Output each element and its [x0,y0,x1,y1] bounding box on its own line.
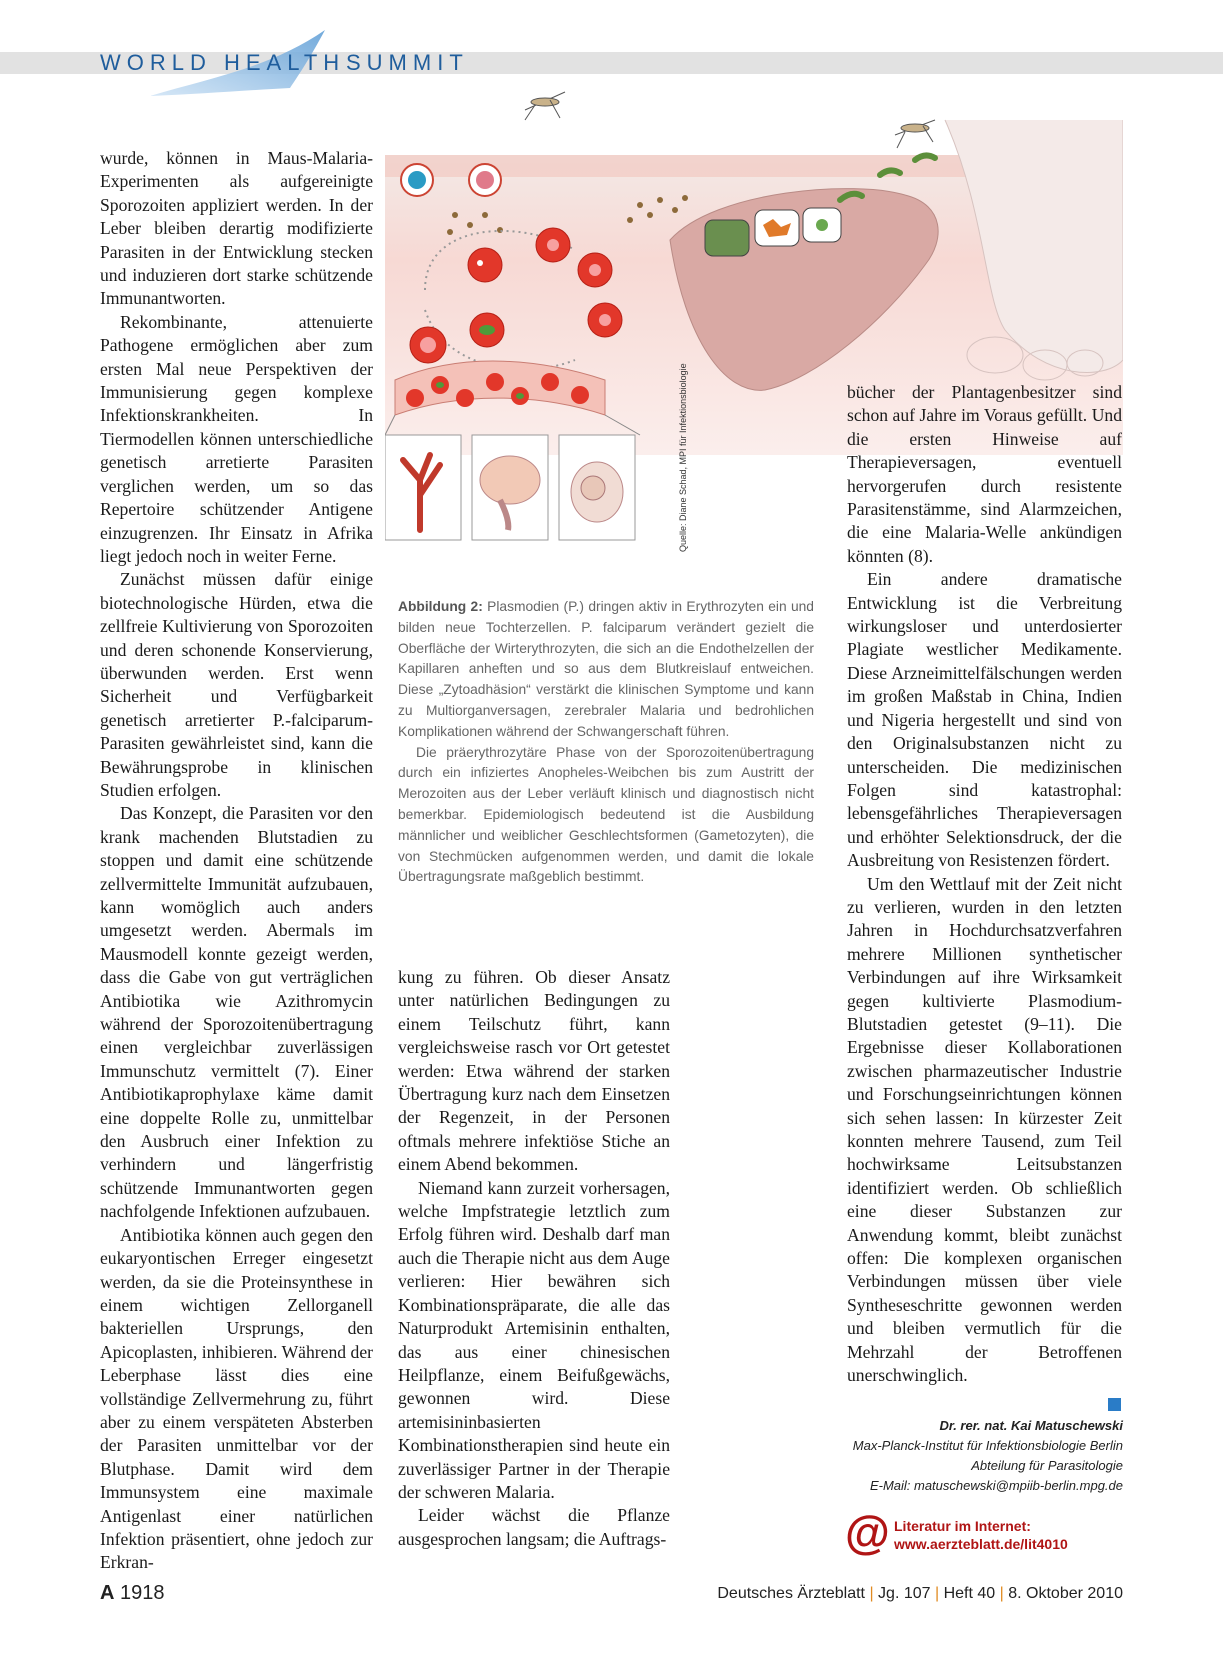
author-department: Abteilung für Parasitologie [971,1458,1123,1473]
journal-volume: Jg. 107 [878,1585,931,1602]
paragraph: Antibiotika können auch gegen den eukaryontischen Erreger eingesetzt werden, da sie die Proteinsynthese in einem wichtigen Zellorganell bakteriellen Ursprungs, den Apicoplasten, inhibieren. Während der Leberphase lässt dies eine vollständige Zellvermehrung zu, führt aber zu einem verspäteten Absterben der Parasiten unmittelbar vor der Blutphase. Damit wird dem Immunsystem eine maximale Antigenlast einer natürlichen Infektion präsentiert, ohne jedoch zur Erkran- [100,1224,373,1573]
author-signature [853,1416,1123,1496]
paragraph: wurde, können in Maus-Malaria-Experimenten als aufgereinigte Sporozoiten appliziert werden. In der Leber bleiben derartig modifizierte Parasiten in der Entwicklung stecken und induzieren dort starke schützende Immunantworten. [100,148,373,309]
paragraph: Zunächst müssen dafür einige biotechnologische Hürden, etwa die zellfreie Kultivierung von Sporozoiten und deren schonende Konservierung, überwunden werden. Erst wenn Sicherheit und Verfügbarkeit genetisch arretierter P.-falciparum-Parasiten gewährleistet sind, kann die Bewährungsprobe in klinischen Studien erfolgen. [100,569,373,800]
author-institute: Max-Planck-Institut für Infektionsbiologie Berlin [852,1438,1123,1453]
header-brand-right: SUMMIT [346,50,469,75]
paragraph: Niemand kann zurzeit vorhersagen, welche Impfstrategie letztlich zum Erfolg führen wird. Deshalb darf man auch die Therapie nicht aus dem Auge verlieren: Hier bewähren sich Kombinationspräparate, die alle das Naturprodukt Artemisinin enthalten, das aus einer chinesischen Heilpflanze, einem Beifußgewächs, gewonnen wird. Diese artemisininbasierten Kombinationstherapien sind heute ein zuverlässiger Partner in der Therapie der schweren Malaria. [398,1177,670,1502]
middle-column [398,966,670,1551]
mosquito-icon [525,92,565,120]
right-column [847,381,1122,1387]
paragraph: bücher der Plantagenbesitzer sind schon auf Jahre im Voraus gefüllt. Und die ersten Hinweise auf Therapieversagen, eventuell hervorgerufen durch resistente Parasitenstämme, sind Alarmzeichen, die eine Malaria-Welle ankündigen könnten (8). [847,382,1122,566]
mosquito-icon [895,120,935,148]
journal-date: 8. Oktober 2010 [1008,1585,1123,1602]
figure-credit: Quelle: Diane Schad, MPI für Infektionsbiologie [678,363,688,552]
page-number-value: 1918 [120,1582,165,1604]
paragraph: Ein andere dramatische Entwicklung ist die Verbreitung wirkungsloser und unterdosierter Plagiate westlicher Medikamente. Diese Arzneimittelfälschungen werden im großen Maßstab in China, Indien und Nigeria hergestellt und sind von den Originalsubstanzen nicht zu unterscheiden. Die medizinischen Folgen sind katastrophal: lebensgefährliches Therapieversagen und erhöhter Selektionsdruck, der die Ausbreitung von Resistenzen fördert. [847,569,1122,871]
author-email: E-Mail: matuschewski@mpiib-berlin.mpg.de [869,1478,1123,1493]
at-icon: @ [845,1506,890,1558]
paragraph: Leider wächst die Pflanze ausgesprochen langsam; die Auftrags- [398,1505,670,1549]
journal-name: Deutsches Ärzteblatt [717,1585,865,1602]
caption-text: Die präerythrozytäre Phase von der Sporozoitenübertragung durch ein infiziertes Anopheles-Weibchen bis zum Austritt der Merozoiten aus der Leber verläuft klinisch und diagnostisch nicht bemerkbar. Epidemiologisch bedeutend ist die Ausbildung männlicher und weiblicher Geschlechtsformen (Gametozyten), die von Stechmücken aufgenommen werden, und damit die lokale Übertragungsrate maßgeblich bestimmt. [398,744,814,885]
article-end-square [1108,1398,1121,1411]
page-prefix: A [100,1582,115,1604]
left-column [100,147,373,1575]
literature-link[interactable]: www.aerzteblatt.de/lit4010 [894,1536,1068,1552]
page-number [100,1582,165,1605]
paragraph: kung zu führen. Ob dieser Ansatz unter natürlichen Bedingungen zu einem Teilschutz führt, kann vergleichsweise rasch vor Ort getestet werden: Etwa während der starken Übertragung kurz nach dem Einsetzen der Regenzeit, in der Personen oftmals mehrere infektiöse Stiche an einem Abend bekommen. [398,967,670,1175]
caption-label: Abbildung 2: [398,599,483,614]
paragraph: Rekombinante, attenuierte Pathogene ermöglichen aber zum ersten Mal neue Perspektiven der Immunisierung gegen komplexe Infektionskrankheiten. In Tiermodellen können unterschiedliche genetisch arretierte Parasiten verglichen werden, um so das Repertoire schützender Antigene einzugrenzen. Ihr Einsatz in Afrika liegt jedoch noch in weiter Ferne. [100,311,373,566]
literature-label: Literatur im Internet: [894,1518,1031,1534]
header-brand-left: WORLD HEALTH [100,50,346,75]
figure-caption [398,597,814,888]
journal-footer: Deutsches Ärzteblatt | Jg. 107 | Heft 40 | 8. Oktober 2010 [717,1585,1123,1602]
literature-box [894,1517,1068,1553]
liver-cell [705,220,749,256]
author-name: Dr. rer. nat. Kai Matuschewski [939,1418,1123,1433]
paragraph: Um den Wettlauf mit der Zeit nicht zu verlieren, wurden in den letzten Jahren in Hochdurchsatzverfahren mehrere Millionen synthetischer Verbindungen auf ihre Wirksamkeit gegen kultivierte Plasmodium-Blutstadien getestet (9–11). Die Ergebnisse dieser Kollaborationen zwischen pharmazeutischer Industrie und Forschungseinrichtungen können sich sehen lassen: In kürzester Zeit konnten mehrere Tausend, zum Teil hochwirksame Leitsubstanzen identifiziert werden. Ob schließlich eine dieser Substanzen zur Anwendung kommt, bleibt zunächst offen: Die komplexen organischen Verbindungen müssen über viele Syntheseschritte gewonnen werden und bleiben vermutlich für die Mehrzahl der Betroffenen unerschwinglich. [847,873,1122,1386]
paragraph: Das Konzept, die Parasiten vor den krank machenden Blutstadien zu stoppen und damit eine schützende zellvermittelte Immunität aufzubauen, kann womöglich auch anders umgesetzt werden. Abermals im Mausmodell konnte gezeigt werden, dass die Gabe von gut verträglichen Antibiotika wie Azithromycin während der Sporozoitenübertragung einen vergleichbar zuverlässigen Immunschutz vermittelt (7). Einer Antibiotikaprophylaxe käme damit eine doppelte Rolle zu, unmittelbar den Ausbruch einer Infektion zu verhindern und längerfristig schützende Immunantworten gegen nachfolgende Infektionen aufzubauen. [100,803,373,1222]
journal-issue: Heft 40 [943,1585,996,1602]
caption-text: Plasmodien (P.) dringen aktiv in Erythrozyten ein und bilden neue Tochterzellen. P. falciparum verändert gezielt die Oberfläche der Wirterythrozyten, die sich an die Endothelzellen der Kapillaren anheften und so aus dem Blutkreislauf entweichen. Diese „Zytoadhäsion“ verstärkt die klinischen Symptome und kann zu Multiorganversagen, zerebraler Malaria und bedrohlichen Komplikationen während der Schwangerschaft führen. [398,599,814,739]
